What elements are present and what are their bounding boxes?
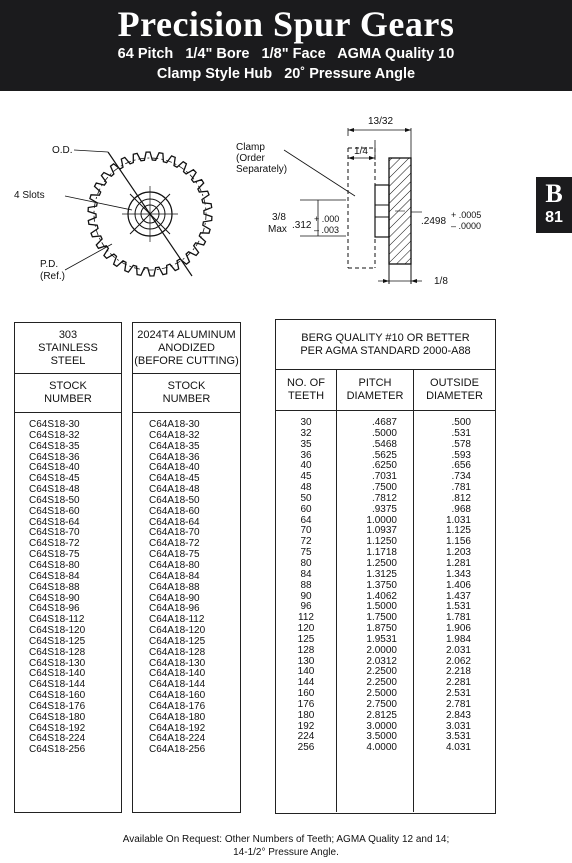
teeth-count: 75 (300, 547, 312, 559)
pitch-diameter-value: .5468 (371, 438, 397, 450)
pitch-diameter-value: .7031 (371, 471, 397, 483)
pd-label-ref: (Ref.) (40, 271, 65, 282)
stainless-stock-number: C64S18-90 (29, 592, 80, 604)
teeth-count: 90 (300, 590, 312, 602)
teeth-count: 32 (300, 427, 312, 439)
aluminum-stock-number: C64A18-35 (149, 440, 200, 452)
aluminum-stock-number: C64A18-120 (149, 625, 206, 637)
aluminum-stock-number: C64A18-50 (149, 494, 200, 506)
pitch-diameter-value: 2.5000 (366, 688, 397, 700)
stainless-stock-number: C64S18-256 (29, 744, 86, 756)
teeth-count: 84 (300, 568, 312, 580)
aluminum-table (132, 322, 241, 813)
outside-diameter-value: 2.031 (445, 644, 471, 656)
stainless-stock-number: C64S18-50 (29, 494, 80, 506)
teeth-count: 224 (297, 731, 315, 743)
stainless-stock-number-header: STOCK NUMBER (15, 374, 121, 413)
pitch-diameter-value: 2.8125 (366, 709, 397, 721)
pitch-diameter-value: 1.3750 (366, 579, 397, 591)
stainless-stock-list (29, 420, 85, 756)
pitch-diameter-value: 1.8750 (366, 623, 397, 635)
pitch-diameter-value: 2.7500 (366, 698, 397, 710)
outside-diameter-value: 2.062 (445, 655, 471, 667)
footnote-line1: Available On Request: Other Numbers of Teeth; AGMA Quality 12 and 14; (122, 834, 450, 845)
teeth-count: 120 (297, 623, 315, 635)
pitch-diameter-value: .4687 (371, 417, 397, 428)
pitch-diameter-value: .5625 (371, 449, 397, 461)
stainless-material-header: 303 STAINLESS STEEL (15, 323, 121, 374)
outside-diameter-value: 1.906 (445, 623, 471, 635)
aluminum-stock-number: C64A18-36 (149, 451, 200, 463)
stainless-stock-number: C64S18-224 (29, 733, 86, 745)
aluminum-stock-number: C64A18-130 (149, 657, 206, 669)
pitch-diameter-value: .6250 (371, 460, 397, 472)
outside-diameter-value: 2.218 (445, 666, 471, 678)
stainless-stock-number: C64S18-80 (29, 559, 80, 571)
aluminum-stock-number: C64A18-96 (149, 603, 200, 615)
aluminum-stock-number: C64A18-90 (149, 592, 200, 604)
pitch-diameter-column (337, 370, 414, 812)
pitch-diameter-value: 1.1250 (366, 536, 397, 548)
header-banner (0, 0, 572, 91)
stainless-steel-table (14, 322, 122, 813)
teeth-count: 45 (300, 471, 312, 483)
outside-diameter-value: .500 (451, 417, 471, 428)
teeth-column (276, 370, 337, 812)
bore-nominal: .312 (292, 220, 312, 231)
aluminum-stock-number: C64A18-40 (149, 462, 200, 474)
outside-diameter-value: 3.531 (445, 731, 471, 743)
hub-section (375, 185, 389, 237)
pitch-diameter-value: 3.5000 (366, 731, 397, 743)
teeth-count: 88 (300, 579, 312, 591)
od-label: O.D. (52, 145, 73, 156)
clamp-label: Clamp (236, 142, 265, 153)
aluminum-stock-number: C64A18-70 (149, 527, 200, 539)
hub-length-dim: 1/4 (354, 146, 368, 157)
aluminum-stock-number: C64A18-256 (149, 744, 206, 756)
aluminum-stock-number: C64A18-30 (149, 419, 200, 430)
teeth-count: 180 (297, 709, 315, 721)
teeth-count: 112 (298, 612, 314, 624)
page-title: Precision Spur Gears (117, 4, 455, 44)
outside-diameter-value: 2.843 (445, 709, 471, 721)
aluminum-stock-number: C64A18-125 (149, 635, 206, 647)
aluminum-stock-number: C64A18-192 (149, 722, 206, 734)
bore2-tol-plus: + .0005 (451, 210, 482, 220)
stainless-stock-number: C64S18-160 (29, 690, 86, 702)
clamp-label-separately: Separately) (236, 164, 288, 175)
teeth-count: 160 (297, 688, 315, 700)
outside-diameter-value: 1.125 (445, 525, 471, 537)
outside-diameter-value: 1.203 (445, 547, 471, 559)
teeth-count: 72 (300, 536, 312, 548)
teeth-count: 176 (297, 698, 315, 710)
aluminum-stock-number: C64A18-60 (149, 505, 200, 517)
footnote-line2: 14-1/2° Pressure Angle. (233, 847, 339, 858)
stainless-stock-number: C64S18-144 (29, 679, 86, 691)
stainless-stock-number: C64S18-36 (29, 451, 80, 463)
outside-diameter-value: 2.281 (445, 677, 471, 689)
teeth-count: 140 (297, 666, 315, 678)
teeth-count: 60 (300, 503, 312, 515)
pitch-diameter-value: .7812 (371, 492, 397, 504)
aluminum-stock-number: C64A18-64 (149, 516, 200, 528)
teeth-count: 70 (300, 525, 312, 537)
outside-diameter-list (414, 418, 471, 754)
pitch-diameter-value: 1.0000 (366, 514, 397, 526)
teeth-list (276, 418, 336, 754)
pitch-diameter-value: 3.0000 (366, 720, 397, 732)
aluminum-stock-number: C64A18-224 (149, 733, 206, 745)
outside-diameter-header: OUTSIDE DIAMETER (414, 370, 495, 411)
pitch-diameter-header: PITCH DIAMETER (337, 370, 413, 411)
pitch-diameter-value: 2.0000 (366, 644, 397, 656)
pitch-diameter-value: 1.7500 (366, 612, 397, 624)
outside-diameter-value: 1.281 (445, 557, 471, 569)
aluminum-stock-number: C64A18-176 (149, 700, 206, 712)
pitch-diameter-value: 2.2500 (366, 677, 397, 689)
aluminum-stock-number: C64A18-144 (149, 679, 206, 691)
pitch-diameter-value: .9375 (371, 503, 397, 515)
max-dim: 3/8 (272, 212, 286, 223)
teeth-count: 256 (297, 742, 315, 754)
od-leader (74, 150, 108, 152)
outside-diameter-value: 2.531 (445, 688, 471, 700)
outside-diameter-value: 1.156 (445, 536, 471, 548)
agma-quality-header: BERG QUALITY #10 OR BETTER PER AGMA STANDARD 2000-A88 (276, 320, 495, 370)
stainless-stock-number: C64S18-45 (29, 473, 80, 485)
bore-tol-plus: + .000 (314, 214, 340, 224)
stainless-stock-number: C64S18-40 (29, 462, 80, 474)
outside-diameter-value: .968 (451, 503, 471, 515)
pd-label: P.D. (40, 259, 59, 270)
aluminum-stock-number: C64A18-112 (149, 614, 205, 626)
section-tab (536, 177, 572, 233)
aluminum-stock-number: C64A18-80 (149, 559, 200, 571)
pitch-diameter-value: 1.1718 (366, 547, 397, 559)
bore-tol-minus: – .003 (314, 225, 340, 235)
gear-front-view (14, 145, 212, 282)
gear-side-view (236, 116, 481, 287)
stainless-stock-number: C64S18-32 (29, 429, 80, 441)
pitch-diameter-value: 1.4062 (366, 590, 397, 602)
stainless-stock-number: C64S18-60 (29, 505, 80, 517)
teeth-count: 35 (300, 438, 312, 450)
teeth-count: 40 (300, 460, 312, 472)
stainless-stock-number: C64S18-192 (29, 722, 86, 734)
stainless-stock-number: C64S18-125 (29, 635, 86, 647)
stainless-stock-number: C64S18-128 (29, 646, 86, 658)
teeth-count: 64 (300, 514, 312, 526)
pitch-diameter-value: 1.2500 (366, 557, 397, 569)
stainless-stock-number: C64S18-96 (29, 603, 80, 615)
stainless-stock-number: C64S18-176 (29, 700, 86, 712)
outside-diameter-value: .531 (451, 427, 471, 439)
aluminum-stock-number: C64A18-72 (149, 538, 200, 550)
stainless-stock-number: C64S18-88 (29, 581, 80, 593)
outside-diameter-value: 4.031 (445, 742, 471, 754)
outside-diameter-value: 1.531 (445, 601, 471, 613)
stainless-stock-number: C64S18-72 (29, 538, 80, 550)
outside-diameter-column (414, 370, 495, 812)
teeth-count: 80 (300, 557, 312, 569)
stainless-stock-number: C64S18-140 (29, 668, 86, 680)
stainless-stock-number: C64S18-64 (29, 516, 80, 528)
slots-label: 4 Slots (14, 190, 45, 201)
stainless-stock-number: C64S18-30 (29, 419, 80, 430)
aluminum-stock-number: C64A18-75 (149, 549, 200, 561)
subtitle-specs: 64 Pitch 1/4" Bore 1/8" Face AGMA Quality 10 (117, 46, 455, 62)
outside-diameter-value: 3.031 (445, 720, 471, 732)
subtitle-hub: Clamp Style Hub 20˚ Pressure Angle (156, 66, 416, 82)
teeth-count: 144 (297, 677, 315, 689)
teeth-count: 128 (297, 644, 315, 656)
aluminum-stock-number: C64A18-128 (149, 646, 206, 658)
aluminum-stock-number: C64A18-48 (149, 484, 200, 496)
outside-diameter-value: .593 (451, 449, 471, 461)
outside-diameter-value: 1.437 (445, 590, 471, 602)
outside-diameter-value: .656 (451, 460, 471, 472)
stainless-stock-number: C64S18-130 (29, 657, 86, 669)
teeth-count: 30 (300, 417, 312, 428)
outside-diameter-value: .578 (451, 438, 471, 450)
face-width-dim: 1/8 (434, 276, 448, 287)
stainless-stock-number: C64S18-70 (29, 527, 80, 539)
outside-diameter-value: 2.781 (445, 698, 471, 710)
aluminum-stock-number: C64A18-45 (149, 473, 200, 485)
outside-diameter-value: .812 (451, 492, 471, 504)
aluminum-stock-list (149, 420, 205, 756)
section-letter: B (545, 179, 563, 208)
stainless-stock-number: C64S18-84 (29, 570, 80, 582)
teeth-count: 130 (297, 655, 315, 667)
outside-diameter-value: 1.406 (445, 579, 471, 591)
stainless-stock-number: C64S18-35 (29, 440, 80, 452)
teeth-count: 96 (300, 601, 312, 613)
outside-diameter-value: 1.343 (445, 568, 471, 580)
stainless-stock-number: C64S18-75 (29, 549, 80, 561)
overall-length-dim: 13/32 (368, 116, 394, 127)
stainless-stock-number: C64S18-48 (29, 484, 80, 496)
outside-diameter-value: .781 (451, 482, 471, 494)
bore2-nominal: .2498 (421, 216, 447, 227)
aluminum-stock-number: C64A18-140 (149, 668, 206, 680)
clamp-leader (284, 150, 355, 196)
teeth-count: 36 (300, 449, 312, 461)
aluminum-stock-number: C64A18-32 (149, 429, 200, 441)
pitch-diameter-value: 4.0000 (366, 742, 397, 754)
aluminum-stock-number: C64A18-160 (149, 690, 206, 702)
pitch-diameter-value: 1.3125 (366, 568, 397, 580)
stainless-stock-number: C64S18-112 (29, 614, 85, 626)
gear-drawing (0, 100, 530, 310)
outside-diameter-value: 1.031 (445, 514, 471, 526)
pitch-diameter-value: 2.0312 (366, 655, 397, 667)
teeth-count: 125 (297, 633, 315, 645)
outside-diameter-value: .734 (451, 471, 471, 483)
pitch-diameter-value: .7500 (371, 482, 397, 494)
teeth-count: 48 (300, 482, 312, 494)
outside-diameter-value: 1.781 (445, 612, 471, 624)
stainless-stock-number: C64S18-120 (29, 625, 86, 637)
pitch-diameter-value: 1.0937 (366, 525, 397, 537)
bore2-tol-minus: – .0000 (451, 221, 482, 231)
pitch-diameter-value: 2.2500 (366, 666, 397, 678)
gear-specs-table (275, 319, 496, 814)
teeth-count: 50 (300, 492, 312, 504)
max-dim-label: Max (268, 224, 287, 235)
stainless-stock-number: C64S18-180 (29, 711, 86, 723)
page-number: 81 (545, 209, 563, 226)
pitch-diameter-value: 1.5000 (366, 601, 397, 613)
pitch-diameter-value: .5000 (371, 427, 397, 439)
aluminum-stock-number: C64A18-88 (149, 581, 200, 593)
pitch-diameter-list (337, 418, 397, 754)
aluminum-stock-number: C64A18-180 (149, 711, 206, 723)
teeth-count: 192 (297, 720, 315, 732)
pitch-diameter-value: 1.9531 (366, 633, 397, 645)
clamp-label-order: (Order (236, 153, 265, 164)
aluminum-material-header: 2024T4 ALUMINUM ANODIZED (BEFORE CUTTING) (133, 323, 240, 374)
aluminum-stock-number: C64A18-84 (149, 570, 200, 582)
aluminum-stock-number-header: STOCK NUMBER (133, 374, 240, 413)
teeth-header: NO. OF TEETH (276, 370, 336, 411)
outside-diameter-value: 1.984 (445, 633, 471, 645)
